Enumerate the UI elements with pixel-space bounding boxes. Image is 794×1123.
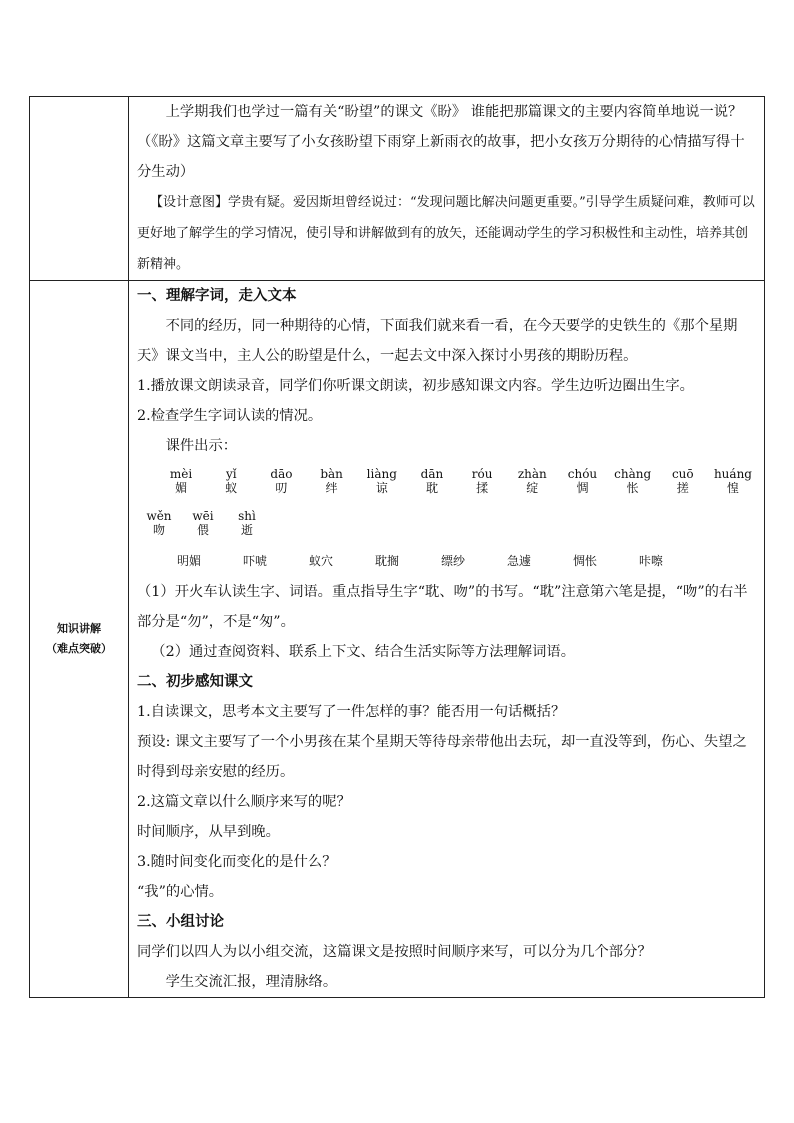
- pinyin: wēi: [192, 509, 214, 523]
- vocab-word: 蚁穴: [309, 554, 334, 568]
- character: 绊: [325, 481, 338, 495]
- section1-step2: 2.检查学生字词认读的情况。: [137, 408, 323, 424]
- pinyin: dāo: [270, 467, 293, 481]
- character: 逝: [240, 523, 253, 537]
- vocab-word: 急遽: [507, 554, 532, 568]
- pinyin: yǐ: [225, 467, 237, 481]
- pinyin: cuō: [671, 467, 694, 481]
- section1-intro: 不同的经历，同一种期待的心情，下面我们就来看一看，在今天要学的史铁生的《那个星期天》课文当中，主人公的盼望是什么，一起去文中深入探讨小男孩的期盼历程。: [137, 318, 738, 364]
- pinyin: bàn: [320, 467, 343, 481]
- design-intent-paragraph: 【设计意图】学贵有疑。爱因斯坦曾经说过：“发现问题比解决问题更重要。”引导学生质疑问难，教师可以更好地了解学生的学习情况，使引导和讲解做到有的放矢，还能调动学生的学习积极性和主动性，培养其创新精神。: [137, 195, 755, 272]
- pinyin: wěn: [146, 509, 172, 523]
- character: 耽: [425, 481, 438, 495]
- table-row: [30, 97, 765, 281]
- content-cell-intro: [129, 97, 765, 281]
- question-3: 3.随时间变化而变化的是什么？: [137, 854, 337, 870]
- character: 绽: [526, 481, 539, 495]
- pinyin: zhàn: [517, 467, 547, 481]
- content-cell-main: [129, 281, 765, 998]
- question-1: 1.自读课文，思考本文主要写了一件怎样的事？能否用一句话概括？: [137, 704, 566, 720]
- pinyin: shì: [238, 509, 256, 523]
- section3-heading: 三、小组讨论: [137, 914, 224, 930]
- section1-step1: 1.播放课文朗读录音，同学们你听课文朗读，初步感知课文内容。学生边听边圈出生字。: [137, 378, 694, 394]
- side-label-title: 知识讲解: [57, 622, 101, 635]
- section2-heading: 二、初步感知课文: [137, 674, 253, 690]
- side-cell-empty: [30, 97, 129, 281]
- pinyin: chàng: [614, 467, 652, 481]
- question-2: 2.这篇文章以什么顺序来写的呢？: [137, 794, 351, 810]
- character: 偎: [196, 523, 209, 537]
- character: 怅: [626, 481, 639, 495]
- vocab-word: 惆怅: [573, 554, 598, 568]
- intro-paragraph: 上学期我们也学过一篇有关“盼望”的课文《盼》 谁能把那篇课文的主要内容简单地说一说？（《盼》这篇文章主要写了小女孩盼望下雨穿上新雨衣的故事，把小女孩万分期待的心情描写得十分生动）: [137, 104, 745, 180]
- pinyin: dān: [420, 467, 444, 481]
- char-row-2: [137, 523, 758, 537]
- answer-3: “我”的心情。: [137, 884, 224, 900]
- pinyin-row-2: [137, 509, 758, 523]
- character: 惆: [576, 481, 589, 495]
- side-cell-label: [30, 281, 129, 998]
- character: 吻: [152, 523, 165, 537]
- vocab-word: 咔嚓: [639, 554, 664, 568]
- table-row: [30, 281, 765, 998]
- char-row-1: [137, 481, 758, 495]
- character: 揉: [476, 481, 489, 495]
- character: 谅: [375, 481, 388, 495]
- character: 蚁: [225, 481, 238, 495]
- character: 媚: [175, 481, 188, 495]
- vocabulary-words: [137, 551, 758, 571]
- vocab-word: 明媚: [177, 554, 202, 568]
- pinyin: huáng: [713, 467, 752, 481]
- vocab-word: 吓唬: [243, 554, 268, 568]
- pinyin: róu: [471, 467, 493, 481]
- answer-1: 预设: 课文主要写了一个小男孩在某个星期天等待母亲带他出去玩，却一直没等到，伤心、失望之时得到母亲安慰的经历。: [137, 734, 747, 780]
- pinyin-row-1: [137, 467, 758, 481]
- character: 叨: [275, 481, 288, 495]
- note-1: （1）开火车认读生字、词语。重点指导生字“耽、吻”的书写。“耽”注意第六笔是提，“吻”的右半部分是“勿”，不是“匆”。: [137, 584, 748, 630]
- character: 搓: [676, 481, 689, 495]
- answer-2: 时间顺序，从早到晚。: [137, 824, 280, 840]
- lesson-table: [29, 96, 765, 998]
- discussion-prompt: 同学们以四人为以小组交流，这篇课文是按照时间顺序来写，可以分为几个部分？: [137, 944, 652, 960]
- section1-heading: 一、理解字词，走入文本: [137, 288, 297, 304]
- note-2: （2）通过查阅资料、联系上下文、结合生活实际等方法理解词语。: [151, 644, 575, 660]
- vocab-word: 缥纱: [441, 554, 466, 568]
- side-label-subtitle: （难点突破）: [46, 642, 112, 655]
- pinyin: chóu: [567, 467, 598, 481]
- vocab-word: 耽搁: [375, 554, 400, 568]
- character: 惶: [726, 481, 739, 495]
- pinyin: mèi: [169, 467, 193, 481]
- courseware-label: 课件出示：: [165, 438, 238, 454]
- pinyin: liàng: [366, 467, 397, 481]
- discussion-report: 学生交流汇报，理清脉络。: [165, 974, 338, 990]
